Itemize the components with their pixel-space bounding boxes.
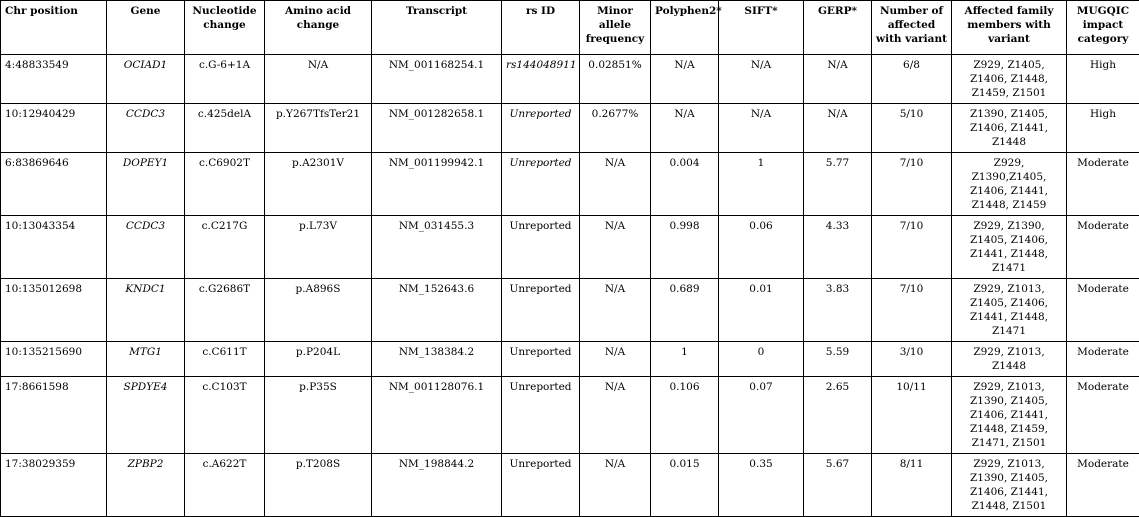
- cell-number-affected: 3/10: [872, 342, 952, 377]
- cell-amino-acid-change: p.Y267TfsTer21: [265, 104, 372, 153]
- cell-chr-position: 10:13043354: [1, 216, 107, 279]
- cell-transcript: NM_031455.3: [372, 216, 502, 279]
- col-header-affected-members: Affected family members with variant: [952, 1, 1067, 55]
- cell-affected-members: Z929, Z1013, Z1390, Z1405, Z1406, Z1441, Z1448, Z1501: [952, 454, 1067, 517]
- cell-sift: 0.35: [719, 454, 804, 517]
- cell-minor-allele-frequency: 0.02851%: [580, 55, 651, 104]
- cell-sift: 0.07: [719, 377, 804, 454]
- cell-number-affected: 10/11: [872, 377, 952, 454]
- header-row: [1, 1, 1139, 55]
- cell-impact-category: High: [1067, 104, 1139, 153]
- col-header-rs-id: rs ID: [502, 1, 580, 55]
- cell-gerp: 5.59: [804, 342, 872, 377]
- cell-gerp: 5.77: [804, 153, 872, 216]
- cell-gene: OCIAD1: [107, 55, 185, 104]
- cell-number-affected: 7/10: [872, 279, 952, 342]
- cell-number-affected: 7/10: [872, 153, 952, 216]
- col-header-number-affected: Number of affected with variant: [872, 1, 952, 55]
- cell-chr-position: 17:8661598: [1, 377, 107, 454]
- table-row: [1, 216, 1139, 279]
- cell-gene: MTG1: [107, 342, 185, 377]
- table-row: [1, 104, 1139, 153]
- cell-nucleotide-change: c.425delA: [185, 104, 265, 153]
- cell-sift: 1: [719, 153, 804, 216]
- cell-minor-allele-frequency: N/A: [580, 377, 651, 454]
- cell-transcript: NM_001282658.1: [372, 104, 502, 153]
- cell-amino-acid-change: N/A: [265, 55, 372, 104]
- col-header-nucleotide-change: Nucleotide change: [185, 1, 265, 55]
- cell-nucleotide-change: c.C6902T: [185, 153, 265, 216]
- table-row: [1, 279, 1139, 342]
- cell-minor-allele-frequency: 0.2677%: [580, 104, 651, 153]
- cell-number-affected: 5/10: [872, 104, 952, 153]
- col-header-gene: Gene: [107, 1, 185, 55]
- cell-gene: KNDC1: [107, 279, 185, 342]
- cell-gene: DOPEY1: [107, 153, 185, 216]
- cell-sift: 0: [719, 342, 804, 377]
- cell-rs-id: rs144048911: [502, 55, 580, 104]
- cell-amino-acid-change: p.P204L: [265, 342, 372, 377]
- cell-rs-id: Unreported: [502, 377, 580, 454]
- cell-transcript: NM_198844.2: [372, 454, 502, 517]
- cell-chr-position: 4:48833549: [1, 55, 107, 104]
- cell-amino-acid-change: p.L73V: [265, 216, 372, 279]
- cell-transcript: NM_001199942.1: [372, 153, 502, 216]
- cell-affected-members: Z929, Z1405, Z1406, Z1448, Z1459, Z1501: [952, 55, 1067, 104]
- cell-nucleotide-change: c.G-6+1A: [185, 55, 265, 104]
- cell-impact-category: Moderate: [1067, 216, 1139, 279]
- cell-polyphen2: 0.015: [651, 454, 719, 517]
- cell-number-affected: 6/8: [872, 55, 952, 104]
- cell-sift: N/A: [719, 55, 804, 104]
- cell-impact-category: High: [1067, 55, 1139, 104]
- cell-impact-category: Moderate: [1067, 153, 1139, 216]
- cell-rs-id: Unreported: [502, 153, 580, 216]
- cell-impact-category: Moderate: [1067, 342, 1139, 377]
- cell-nucleotide-change: c.C217G: [185, 216, 265, 279]
- cell-transcript: NM_001128076.1: [372, 377, 502, 454]
- cell-gene: CCDC3: [107, 216, 185, 279]
- cell-affected-members: Z929, Z1013, Z1390, Z1405, Z1406, Z1441, Z1448, Z1459, Z1471, Z1501: [952, 377, 1067, 454]
- cell-affected-members: Z929, Z1390, Z1405, Z1406, Z1441, Z1448, Z1471: [952, 216, 1067, 279]
- col-header-minor-allele-frequency: Minor allele frequency: [580, 1, 651, 55]
- cell-affected-members: Z929, Z1390,Z1405, Z1406, Z1441, Z1448, Z1459: [952, 153, 1067, 216]
- cell-amino-acid-change: p.P35S: [265, 377, 372, 454]
- cell-gerp: 3.83: [804, 279, 872, 342]
- table-row: [1, 342, 1139, 377]
- col-header-sift: SIFT*: [719, 1, 804, 55]
- cell-rs-id: Unreported: [502, 216, 580, 279]
- cell-minor-allele-frequency: N/A: [580, 216, 651, 279]
- cell-number-affected: 8/11: [872, 454, 952, 517]
- cell-gene: ZPBP2: [107, 454, 185, 517]
- col-header-impact-category: MUGQIC impact category: [1067, 1, 1139, 55]
- cell-gerp: N/A: [804, 104, 872, 153]
- cell-impact-category: Moderate: [1067, 454, 1139, 517]
- cell-polyphen2: 0.689: [651, 279, 719, 342]
- cell-nucleotide-change: c.G2686T: [185, 279, 265, 342]
- cell-rs-id: Unreported: [502, 454, 580, 517]
- col-header-chr-position: Chr position: [1, 1, 107, 55]
- cell-impact-category: Moderate: [1067, 377, 1139, 454]
- cell-nucleotide-change: c.A622T: [185, 454, 265, 517]
- cell-polyphen2: 0.998: [651, 216, 719, 279]
- cell-gene: SPDYE4: [107, 377, 185, 454]
- cell-polyphen2: N/A: [651, 55, 719, 104]
- cell-chr-position: 6:83869646: [1, 153, 107, 216]
- cell-chr-position: 10:135215690: [1, 342, 107, 377]
- cell-rs-id: Unreported: [502, 342, 580, 377]
- cell-transcript: NM_138384.2: [372, 342, 502, 377]
- cell-number-affected: 7/10: [872, 216, 952, 279]
- cell-minor-allele-frequency: N/A: [580, 342, 651, 377]
- col-header-gerp: GERP*: [804, 1, 872, 55]
- col-header-amino-acid-change: Amino acid change: [265, 1, 372, 55]
- cell-gerp: 2.65: [804, 377, 872, 454]
- cell-transcript: NM_001168254.1: [372, 55, 502, 104]
- table-row: [1, 153, 1139, 216]
- cell-gerp: 5.67: [804, 454, 872, 517]
- table-row: [1, 454, 1139, 517]
- cell-chr-position: 10:12940429: [1, 104, 107, 153]
- cell-rs-id: Unreported: [502, 279, 580, 342]
- cell-amino-acid-change: p.A2301V: [265, 153, 372, 216]
- cell-minor-allele-frequency: N/A: [580, 279, 651, 342]
- cell-polyphen2: N/A: [651, 104, 719, 153]
- cell-sift: N/A: [719, 104, 804, 153]
- cell-gene: CCDC3: [107, 104, 185, 153]
- table-row: [1, 55, 1139, 104]
- cell-amino-acid-change: p.A896S: [265, 279, 372, 342]
- cell-nucleotide-change: c.C611T: [185, 342, 265, 377]
- cell-polyphen2: 1: [651, 342, 719, 377]
- cell-gerp: 4.33: [804, 216, 872, 279]
- cell-rs-id: Unreported: [502, 104, 580, 153]
- cell-nucleotide-change: c.C103T: [185, 377, 265, 454]
- cell-polyphen2: 0.004: [651, 153, 719, 216]
- cell-affected-members: Z929, Z1013, Z1448: [952, 342, 1067, 377]
- cell-affected-members: Z929, Z1013, Z1405, Z1406, Z1441, Z1448, Z1471: [952, 279, 1067, 342]
- col-header-polyphen2: Polyphen2*: [651, 1, 719, 55]
- cell-polyphen2: 0.106: [651, 377, 719, 454]
- cell-impact-category: Moderate: [1067, 279, 1139, 342]
- cell-amino-acid-change: p.T208S: [265, 454, 372, 517]
- col-header-transcript: Transcript: [372, 1, 502, 55]
- cell-sift: 0.01: [719, 279, 804, 342]
- cell-minor-allele-frequency: N/A: [580, 454, 651, 517]
- cell-minor-allele-frequency: N/A: [580, 153, 651, 216]
- cell-transcript: NM_152643.6: [372, 279, 502, 342]
- cell-gerp: N/A: [804, 55, 872, 104]
- cell-chr-position: 17:38029359: [1, 454, 107, 517]
- cell-chr-position: 10:135012698: [1, 279, 107, 342]
- cell-affected-members: Z1390, Z1405, Z1406, Z1441, Z1448: [952, 104, 1067, 153]
- cell-sift: 0.06: [719, 216, 804, 279]
